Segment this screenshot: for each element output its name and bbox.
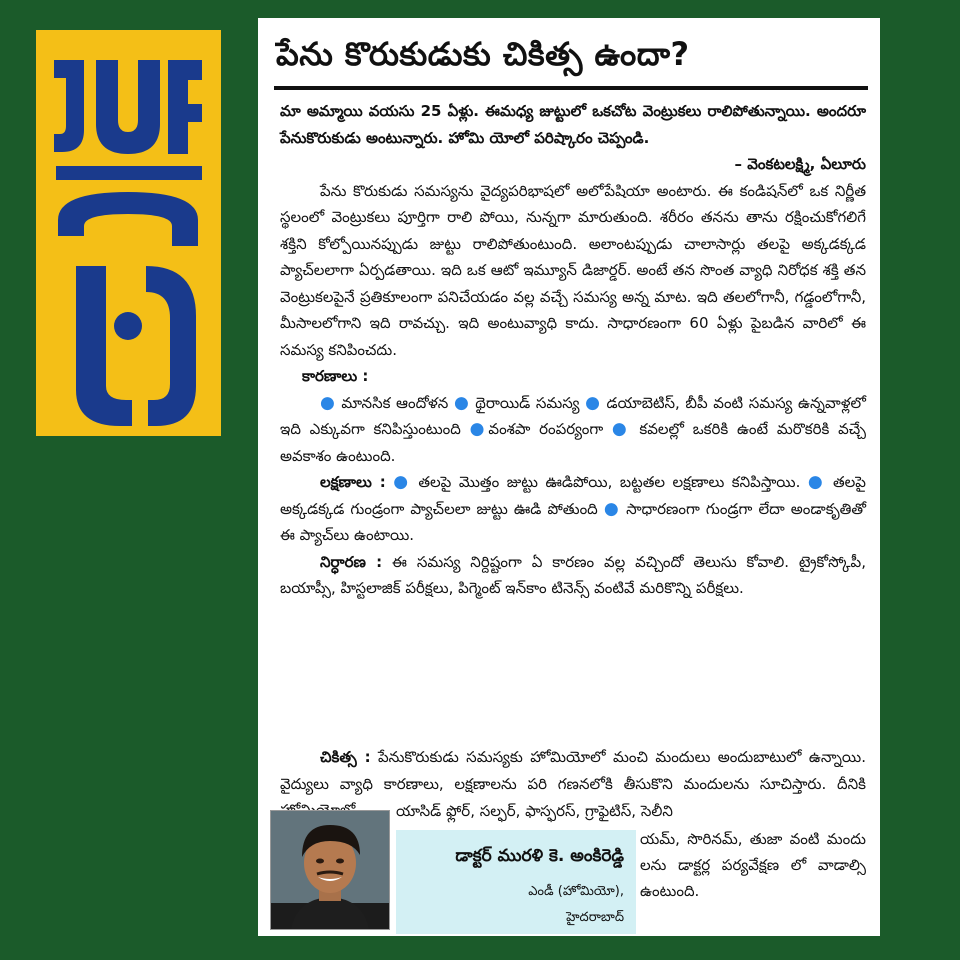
treatment-text: పేనుకొరుకుడు సమస్యకు హోమియోలో మంచి మందులు అందుబాటులో ఉన్నాయి. వైద్యులు వ్యాధి కారణాలు, లక్షణాలను పరి గణనలోకి తీసుకొని మందులను సూచిస్తారు. దీనికి	[280, 748, 866, 793]
diagnosis-section	[280, 549, 866, 602]
cause-item: థైరాయిడ్ సమస్య	[475, 393, 580, 412]
treatment-heading: చికిత్స :	[320, 748, 371, 766]
cause-item: డయాబెటిస్, బీపీ వంటి సమస్య ఉన్నవాళ్లలో ఇది ఎక్కువగా కనిపిస్తుంటుంది	[280, 393, 866, 438]
article-panel	[258, 18, 880, 936]
bullet-icon: ●	[603, 498, 620, 519]
symptoms-heading: లక్షణాలు :	[320, 473, 386, 491]
symptom-item: తలపై మొత్తం జుట్టు ఊడిపోయి, బట్టతల లక్షణాలు కనిపిస్తాయి.	[418, 473, 801, 491]
symptom-item: తలపై అక్కడక్కడ గుండ్రంగా ప్యాచ్‌లలా జుట్టు ఊడి పోతుంది	[280, 473, 866, 518]
bullet-icon: ●	[585, 392, 601, 413]
author-credit	[396, 830, 636, 934]
headline-divider	[274, 86, 868, 90]
reader-signoff: – వెంకటలక్ష్మి, ఏలూరు	[734, 155, 866, 173]
causes-list	[280, 390, 866, 470]
bullet-icon: ●	[469, 419, 489, 439]
cause-item: మానసిక ఆందోళన	[341, 393, 449, 412]
side-banner	[36, 30, 221, 436]
cause-item: కవలల్లో ఒకరికి ఉంటే మరొకరికి వచ్చే అవకాశం ఉంటుంది.	[280, 420, 866, 465]
article-headline: పేను కొరుకుడుకు చికిత్స ఉందా?	[276, 35, 690, 73]
article-body	[280, 98, 866, 602]
author-name: డాక్టర్ మురళి కె. అంకిరెడ్డి	[455, 846, 624, 866]
author-portrait-icon	[271, 811, 389, 929]
diagnosis-text: ఈ సమస్య నిర్దిష్టంగా ఏ కారణం వల్ల వచ్చిందో తెలుసు కోవాలి. ట్రైకోస్కోపీ, బయాప్సీ, హిస్టలాజిక్ పరీక్షలు, పిగ్మెంట్ ఇన్‌కాం టినెన్స్ వంటివే మరికొన్ని పరీక్షలు.	[280, 552, 866, 597]
diagnosis-heading: నిర్ధారణ :	[320, 552, 383, 571]
cause-item: వంశపా రంపర్యంగా	[488, 420, 604, 438]
reader-question: మా అమ్మాయి వయసు 25 ఏళ్లు. ఈమధ్య జుట్టులో ఒకచోట వెంట్రుకలు రాలిపోతున్నాయి. అందరూ పేనుకొరుకుడు అంటున్నారు. హోమి యోలో పరిష్కారం చెప్పండి.	[280, 102, 866, 147]
bullet-icon: ●	[393, 472, 411, 492]
symptom-item: సాధారణంగా గుండ్రగా లేదా అండాకృతితో ఈ ప్యాచ్‌లు ఉంటాయి.	[280, 499, 866, 544]
author-degree: ఎండీ (హోమియో),	[528, 884, 624, 899]
treatment-text-line2: యాసిడ్ ఫ్లోర్, సల్ఫర్, ఫాస్ఫరస్, గ్రాఫైటిస్, సెలీని	[396, 802, 673, 820]
causes-section	[280, 363, 866, 390]
bullet-icon: ●	[611, 419, 631, 439]
bullet-icon: ●	[453, 392, 470, 413]
answer-intro: పేను కొరుకుడు సమస్యను వైద్యపరిభాషలో అలోపేషియా అంటారు. ఈ కండిషన్‌లో ఒక నిర్ణీత స్థలంలో వెంట్రుకలు పూర్తిగా రాలి పోయి, నున్నగా మారుతుంది. శరీరం తనను తాను రక్షించుకోగలిగే శక్తిని కోల్పోయినప్పుడు జుట్టు రాలిపోతుంటుంది. అలాంటప్పుడు చాలాసార్లు తలపై అక్కడక్కడ ప్యాచ్‌లలాగా ఏర్పడతాయి. ఇది ఒక ఆటో ఇమ్యూన్ డిజార్డర్. అంటే తన సొంత వ్యాధి నిరోధక శక్తి తన వెంట్రుకలపైనే ప్రతికూలంగా పనిచేయడం వల్ల వచ్చే సమస్య అన్న మాట. ఇది తలలోగానీ, గడ్డంలోగానీ, మీసాలలోగాని ఇది రావచ్చు. ఇది అంటువ్యాధి కాదు. సాధారణంగా 60 ఏళ్లు పైబడిన వారిలో ఈ సమస్య కనిపించదు.	[280, 181, 866, 359]
author-photo	[270, 810, 390, 930]
author-city: హైదరాబాద్	[566, 910, 624, 925]
bullet-icon: ●	[807, 472, 826, 492]
causes-heading: కారణాలు :	[302, 367, 369, 385]
treatment-text-rest: యమ్, సొరినమ్, తుజా వంటి మందు లను డాక్టర్ల పర్యవేక్షణ లో వాడాల్సి ఉంటుంది.	[640, 830, 866, 900]
ikkada-logo	[36, 30, 221, 436]
bullet-icon: ●	[320, 392, 336, 413]
symptoms-section	[280, 469, 866, 549]
